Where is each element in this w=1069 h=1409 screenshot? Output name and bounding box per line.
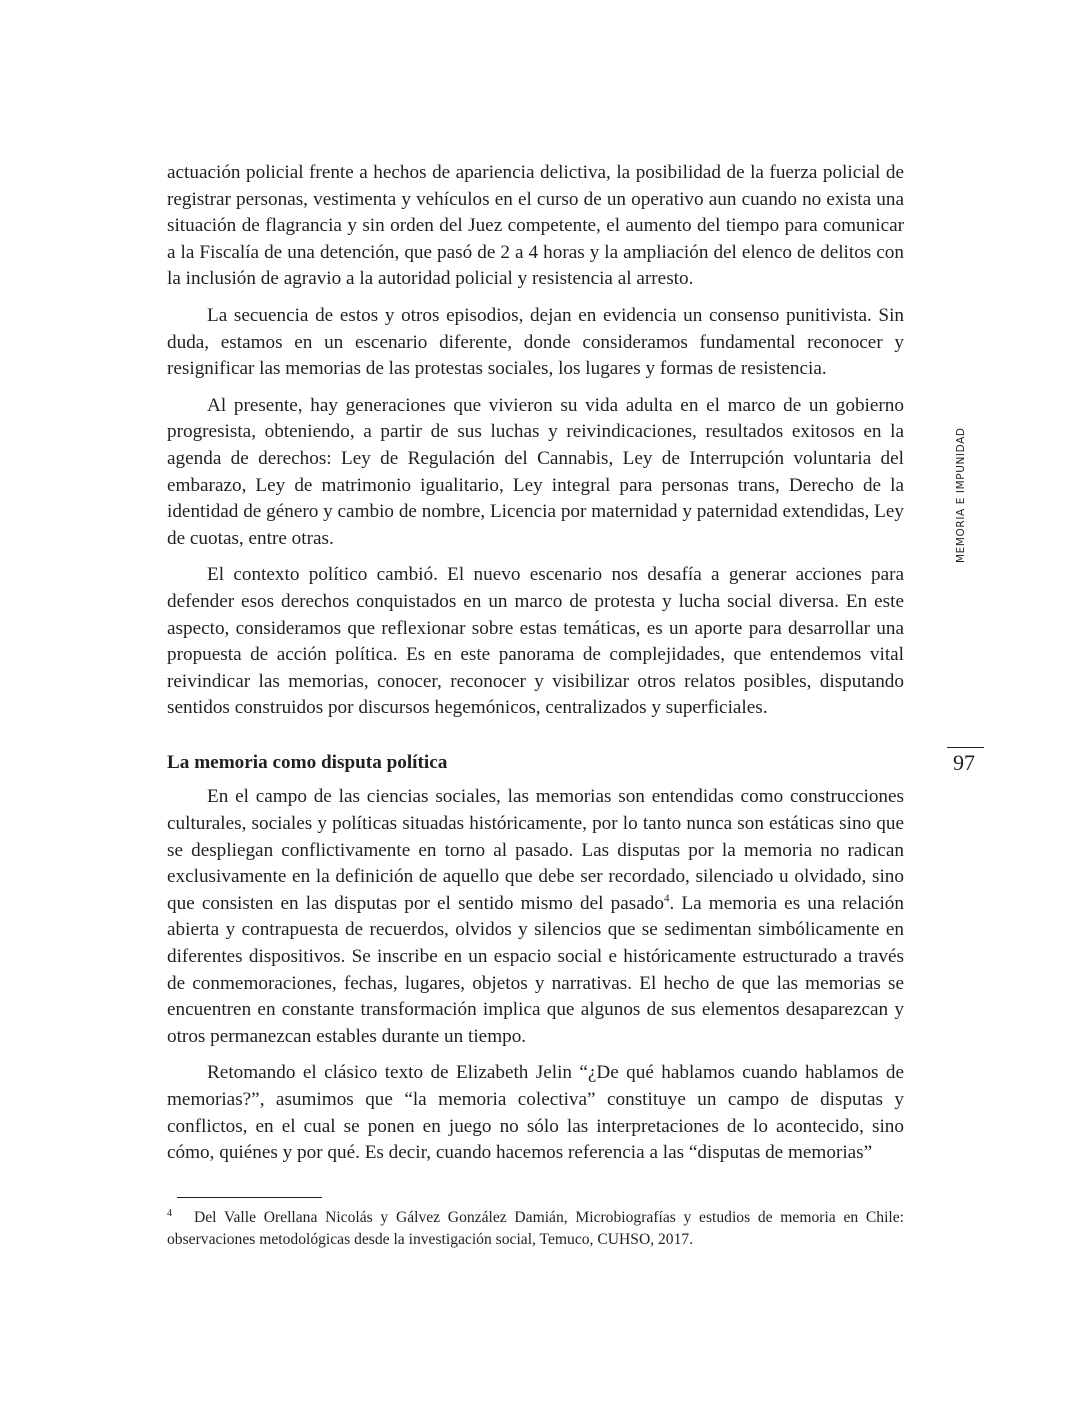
paragraph-5-part-b: . La memoria es una relación abierta y contrapuesta de recuerdos, olvidos y silencios que se sedimentan simbólicamente en diferentes dispositivos. Se inscribe en un espacio social e históricamente estructurado a través de conmemoraciones, fechas, lugares, objetos y narrativas. El hecho de que las memorias se encuentren en constante transformación implica que algunos de sus elementos desaparezcan y otros permanezcan estables durante un tiempo.	[167, 892, 904, 1047]
paragraph-6: Retomando el clásico texto de Elizabeth Jelin “¿De qué hablamos cuando hablamos de memorias?”, asumimos que “la memoria colectiva” constituye un campo de disputas y conflictos, en el cual se ponen en juego no sólo las interpretaciones de lo acontecido, sino cómo, quiénes y por qué. Es decir, cuando hacemos referencia a las “disputas de memorias”	[167, 1062, 904, 1164]
paragraph-1: actuación policial frente a hechos de apariencia delictiva, la posibilidad de la fuerza policial de registrar personas, vestimenta y vehículos en el curso de un operativo aun cuando no exista una situación de flagrancia y sin orden del Juez competente, el aumento del tiempo para comunicar a la Fiscalía de una detención, que pasó de 2 a 4 horas y la ampliación del elenco de delitos con la inclusión de agravio a la autoridad policial y resistencia al arresto.	[167, 162, 904, 290]
footnote-reference[interactable]: 4	[663, 892, 670, 905]
paragraph-2: La secuencia de estos y otros episodios, dejan en evidencia un consenso punitivista. Sin duda, estamos en un escenario diferente, donde consideramos fundamental reconocer y resignificar las memorias de las protestas sociales, los lugares y formas de resistencia.	[167, 304, 904, 380]
body-text	[167, 160, 904, 1177]
section-heading: La memoria como disputa política	[167, 751, 448, 773]
footnote-divider	[177, 1197, 322, 1198]
footnote	[167, 1203, 904, 1251]
paragraph-4: El contexto político cambió. El nuevo escenario nos desafía a generar acciones para defender esos derechos conquistados en un marco de protesta y lucha social diversa. En este aspecto, consideramos que reflexionar sobre estas temáticas, es un aporte para desarrollar una propuesta de acción política. Es en este panorama de complejidades, que entendemos vital reivindicar las memorias, conocer, reconocer y visibilizar otros relatos posibles, disputando sentidos construidos por discursos hegemónicos, centralizados y superficiales.	[167, 564, 904, 719]
footnote-mark: 4	[167, 1208, 172, 1219]
paragraph-5	[167, 784, 904, 1050]
page-number-rule	[947, 747, 984, 748]
paragraph-3: Al presente, hay generaciones que vivieron su vida adulta en el marco de un gobierno progresista, obteniendo, a partir de sus luchas y reivindicaciones, resultados exitosos en la agenda de derechos: Ley de Regulación del Cannabis, Ley de Interrupción voluntaria del embarazo, Ley de matrimonio igualitario, Ley integral para personas trans, Derecho de la identidad de género y cambio de nombre, Licencia por maternidad y paternidad extendidas, Ley de cuotas, entre otras.	[167, 394, 904, 549]
running-section-label: MEMORIA E IMPUNIDAD	[955, 427, 967, 563]
footnote-text: Del Valle Orellana Nicolás y Gálvez González Damián, Microbiografías y estudios de memoria en Chile: observaciones metodológicas desde la investigación social, Temuco, CUHSO, 2017.	[167, 1209, 904, 1249]
page-number: 97	[953, 750, 975, 775]
paragraph-5-part-a: En el campo de las ciencias sociales, las memorias son entendidas como construcciones culturales, sociales y políticas situadas históricamente, por lo tanto nunca son estáticas sino que se despliegan conflictivamente en torno al pasado. Las disputas por la memoria no radican exclusivamente en la definición de aquello que debe ser recordado, silenciado u olvidado, sino que consisten en las disputas por el sentido mismo del pasado	[167, 786, 904, 914]
